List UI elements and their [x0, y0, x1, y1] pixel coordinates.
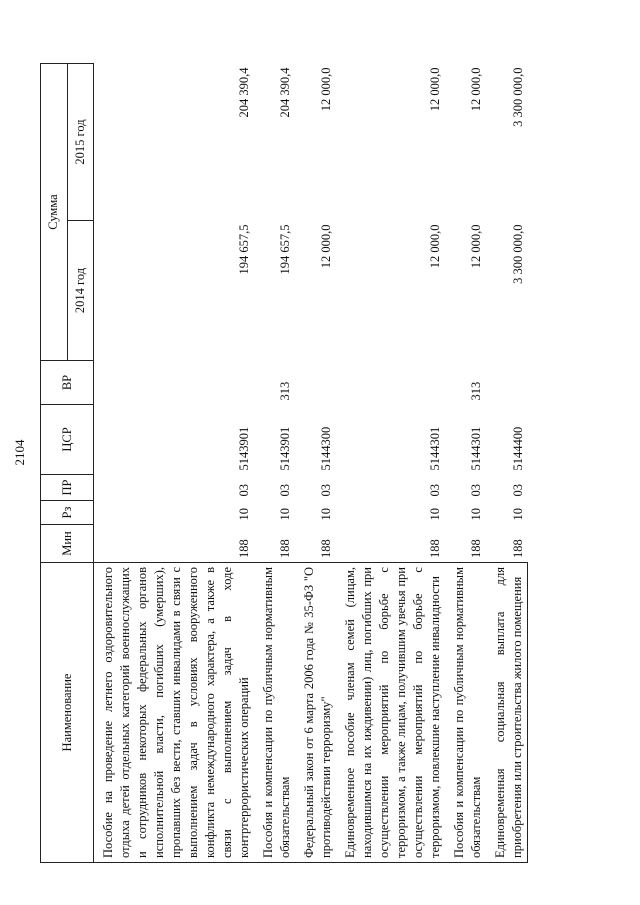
row-rz: 10 — [278, 508, 292, 521]
header-rz: Рз — [41, 501, 94, 525]
row-vr — [94, 361, 255, 405]
row-pr: 03 — [510, 484, 525, 497]
row-sum-2015: 204 390,4 — [278, 67, 292, 118]
table-row — [254, 64, 295, 863]
row-sum-2015: 12 000,0 — [428, 67, 442, 112]
header-2015: 2015 год — [67, 64, 94, 221]
row-sum-2015: 204 390,4 — [237, 67, 251, 118]
row-min: 188 — [278, 539, 292, 558]
row-rz: 10 — [510, 508, 525, 521]
row-csr: 5144301 — [428, 426, 442, 471]
table-row — [94, 64, 255, 863]
row-sum-2015: 3 300 000,0 — [510, 67, 525, 127]
row-pr: 03 — [237, 484, 251, 497]
row-rz: 10 — [428, 508, 442, 521]
row-pr: 03 — [469, 484, 483, 497]
row-name: Единовременное пособие членам семей (лицам, находившимся на их иждивении) лиц, погибших при осуществлении мероприятий по борьбе с терроризмом, а также лицам, получившим увечья при осуществлении мероприятий по борьбе с терроризмом, повлекшие наступление инвалидности — [336, 563, 445, 863]
row-csr: 5144400 — [510, 426, 525, 471]
row-csr: 5143901 — [278, 426, 292, 471]
row-csr: 5144301 — [469, 426, 483, 471]
row-vr — [336, 361, 445, 405]
table-row — [295, 64, 336, 863]
header-pr: ПР — [41, 475, 94, 501]
header-csr: ЦСР — [41, 405, 94, 475]
row-vr: 313 — [278, 381, 292, 401]
row-min: 188 — [469, 539, 483, 558]
row-rz: 10 — [469, 508, 483, 521]
row-vr — [295, 361, 336, 405]
table-row — [336, 64, 445, 863]
row-sum-2014: 194 657,5 — [237, 224, 251, 275]
row-name: Пособия и компенсации по публичным нормативным обязательствам — [254, 563, 295, 863]
row-sum-2014: 194 657,5 — [278, 224, 292, 275]
row-sum-2015: 12 000,0 — [469, 67, 483, 112]
row-sum-2014: 12 000,0 — [428, 224, 442, 269]
page-number: 2104 — [12, 439, 27, 466]
row-min: 188 — [319, 539, 333, 558]
row-name: Единовременная социальная выплата для приобретения или строительства жилого помещения — [486, 563, 528, 863]
row-sum-2015: 12 000,0 — [319, 67, 333, 112]
row-sum-2014: 12 000,0 — [469, 224, 483, 269]
row-min: 188 — [428, 539, 442, 558]
header-2014: 2014 год — [67, 221, 94, 361]
row-min: 188 — [237, 539, 251, 558]
row-name: Федеральный закон от 6 марта 2006 года № 35-ФЗ "О противодействии терроризму" — [295, 563, 336, 863]
row-sum-2014: 12 000,0 — [319, 224, 333, 269]
row-pr: 03 — [278, 484, 292, 497]
row-name: Пособия и компенсации по публичным нормативным обязательствам — [445, 563, 486, 863]
row-vr: 313 — [469, 381, 483, 401]
header-min: Мин — [41, 525, 94, 563]
row-sum-2014: 3 300 000,0 — [510, 224, 525, 284]
row-vr — [486, 361, 528, 405]
row-rz: 10 — [237, 508, 251, 521]
table-header — [41, 64, 94, 863]
row-name: Пособие на проведение летнего оздоровительного отдыха детей отдельных категорий военнослужащих и сотрудников некоторых федеральных органов исполнительной власти, погибших (умерших), пропавших без вести, ставших инвалидами в связи с выполнением задач в условиях вооруженного конфликта немеждународного характера, а также в связи с выполнением задач в ходе контртеррористических операций — [94, 563, 255, 863]
row-csr: 5144300 — [319, 426, 333, 471]
row-csr: 5143901 — [237, 426, 251, 471]
table-row — [486, 64, 528, 863]
header-vr: ВР — [41, 361, 94, 405]
row-pr: 03 — [428, 484, 442, 497]
header-sum: Сумма — [41, 64, 68, 361]
budget-table — [40, 63, 528, 863]
table-row — [445, 64, 486, 863]
row-min: 188 — [510, 539, 525, 558]
header-name: Наименование — [41, 563, 94, 863]
row-rz: 10 — [319, 508, 333, 521]
row-pr: 03 — [319, 484, 333, 497]
